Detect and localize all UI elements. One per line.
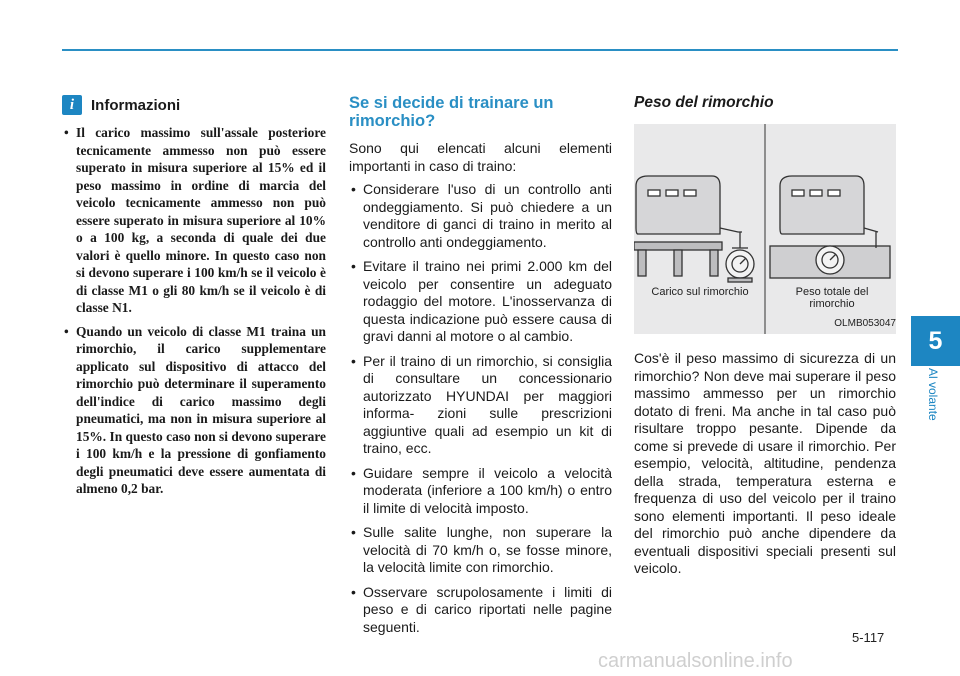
trailer-right-icon xyxy=(770,176,890,278)
trailer-weight-body: Cos'è il peso massimo di sicurezza di un rimorchio? Non deve mai superare il peso massimo ammesso per un rimorchio dotato di freni. Ma anche in tal caso può risultare troppo pesante. Dipende da come si prevede di usare il rimorchio. Per esempio, velocità, altitudine, pendenza della strada, temperatura esterna e frequenza di uso del veicolo per il traino sono elementi importanti. Il peso ideale del rimorchio può anche dipendere da eventuali dispositivi speciali presenti sul veicolo. xyxy=(634,350,896,576)
figure-code: OLMB053047 xyxy=(834,318,896,329)
trailer-left-icon xyxy=(634,176,754,282)
watermark-text: carmanualsonline.info xyxy=(598,650,793,672)
towing-section xyxy=(349,94,612,643)
towing-bullet: • Sulle salite lunghe, non superare la velocità di 70 km/h o, se fosse minore, la velocità limite con rimorchio. xyxy=(349,524,612,577)
info-icon: i xyxy=(62,95,82,115)
trailer-weight-section xyxy=(634,94,896,578)
figure-label-right xyxy=(774,286,890,310)
info-list xyxy=(62,124,326,498)
figure-label-right-line1: Peso totale del xyxy=(795,286,869,298)
trailer-weight-illustration xyxy=(634,124,896,334)
towing-bullet: • Considerare l'uso di un controllo anti ondeggiamento. Si può chiedere a un venditore di ganci di traino in merito al controllo anti ondeggiamento. xyxy=(349,181,612,251)
figure-label-left: Carico sul rimorchio xyxy=(651,286,749,298)
towing-list xyxy=(349,181,612,636)
chapter-number-tab: 5 xyxy=(911,316,960,366)
chapter-title: Al volante xyxy=(926,368,940,421)
top-rule xyxy=(62,49,898,51)
info-title: Informazioni xyxy=(91,96,181,114)
towing-intro: Sono qui elencati alcuni elementi importanti in caso di traino: xyxy=(349,140,612,174)
info-bullet: • Il carico massimo sull'assale posteriore tecnicamente ammesso non può essere superato in misura superiore al 15% ed il peso massimo in ordine di marcia del veicolo tecnicamente ammesso non può essere superato in misura superiore al 10% o a 100 kg, a seconda di quale dei due valori è quello minore. In questo caso non si devono superare i 100 km/h se il veicolo è di classe M1 o gli 80 km/h se il veicolo è di classe N1. xyxy=(62,124,326,317)
info-header xyxy=(62,94,326,116)
towing-bullet: • Evitare il traino nei primi 2.000 km del veicolo per consentire un adeguato rodaggio del motore. L'inosservanza di questa indicazione può essere causa di gravi danni al motore o al cambio. xyxy=(349,258,612,346)
trailer-weight-heading: Peso del rimorchio xyxy=(634,94,774,111)
towing-bullet: • Osservare scrupolosamente i limiti di peso e di carico riportati nelle pagine seguenti. xyxy=(349,584,612,637)
info-box xyxy=(62,94,326,504)
info-bullet: • Quando un veicolo di classe M1 traina un rimorchio, il carico supplementare applicato sul dispositivo di attacco del rimorchio può determinare il superamento dell'indice di carico massimo degli pneumatici, ma non in misura superiore al 15%. In questo caso non si devono superare i 100 km/h e la pressione di gonfiamento degli pneumatici deve essere aumentata di almeno 0,2 bar. xyxy=(62,323,326,498)
towing-bullet: • Per il traino di un rimorchio, si consiglia di consultare un concessionario autorizzato HYUNDAI per maggiori informa- zioni sulle prescrizioni aggiuntive quali ad esempio un kit di traino, ecc. xyxy=(349,353,612,458)
towing-heading: Se si decide di trainare un rimorchio? xyxy=(349,94,554,130)
figure-label-right-line2: rimorchio xyxy=(809,298,855,310)
page-number: 5-117 xyxy=(852,630,885,645)
towing-bullet: • Guidare sempre il veicolo a velocità moderata (inferiore a 100 km/h) o entro il limite di velocità imposto. xyxy=(349,465,612,518)
